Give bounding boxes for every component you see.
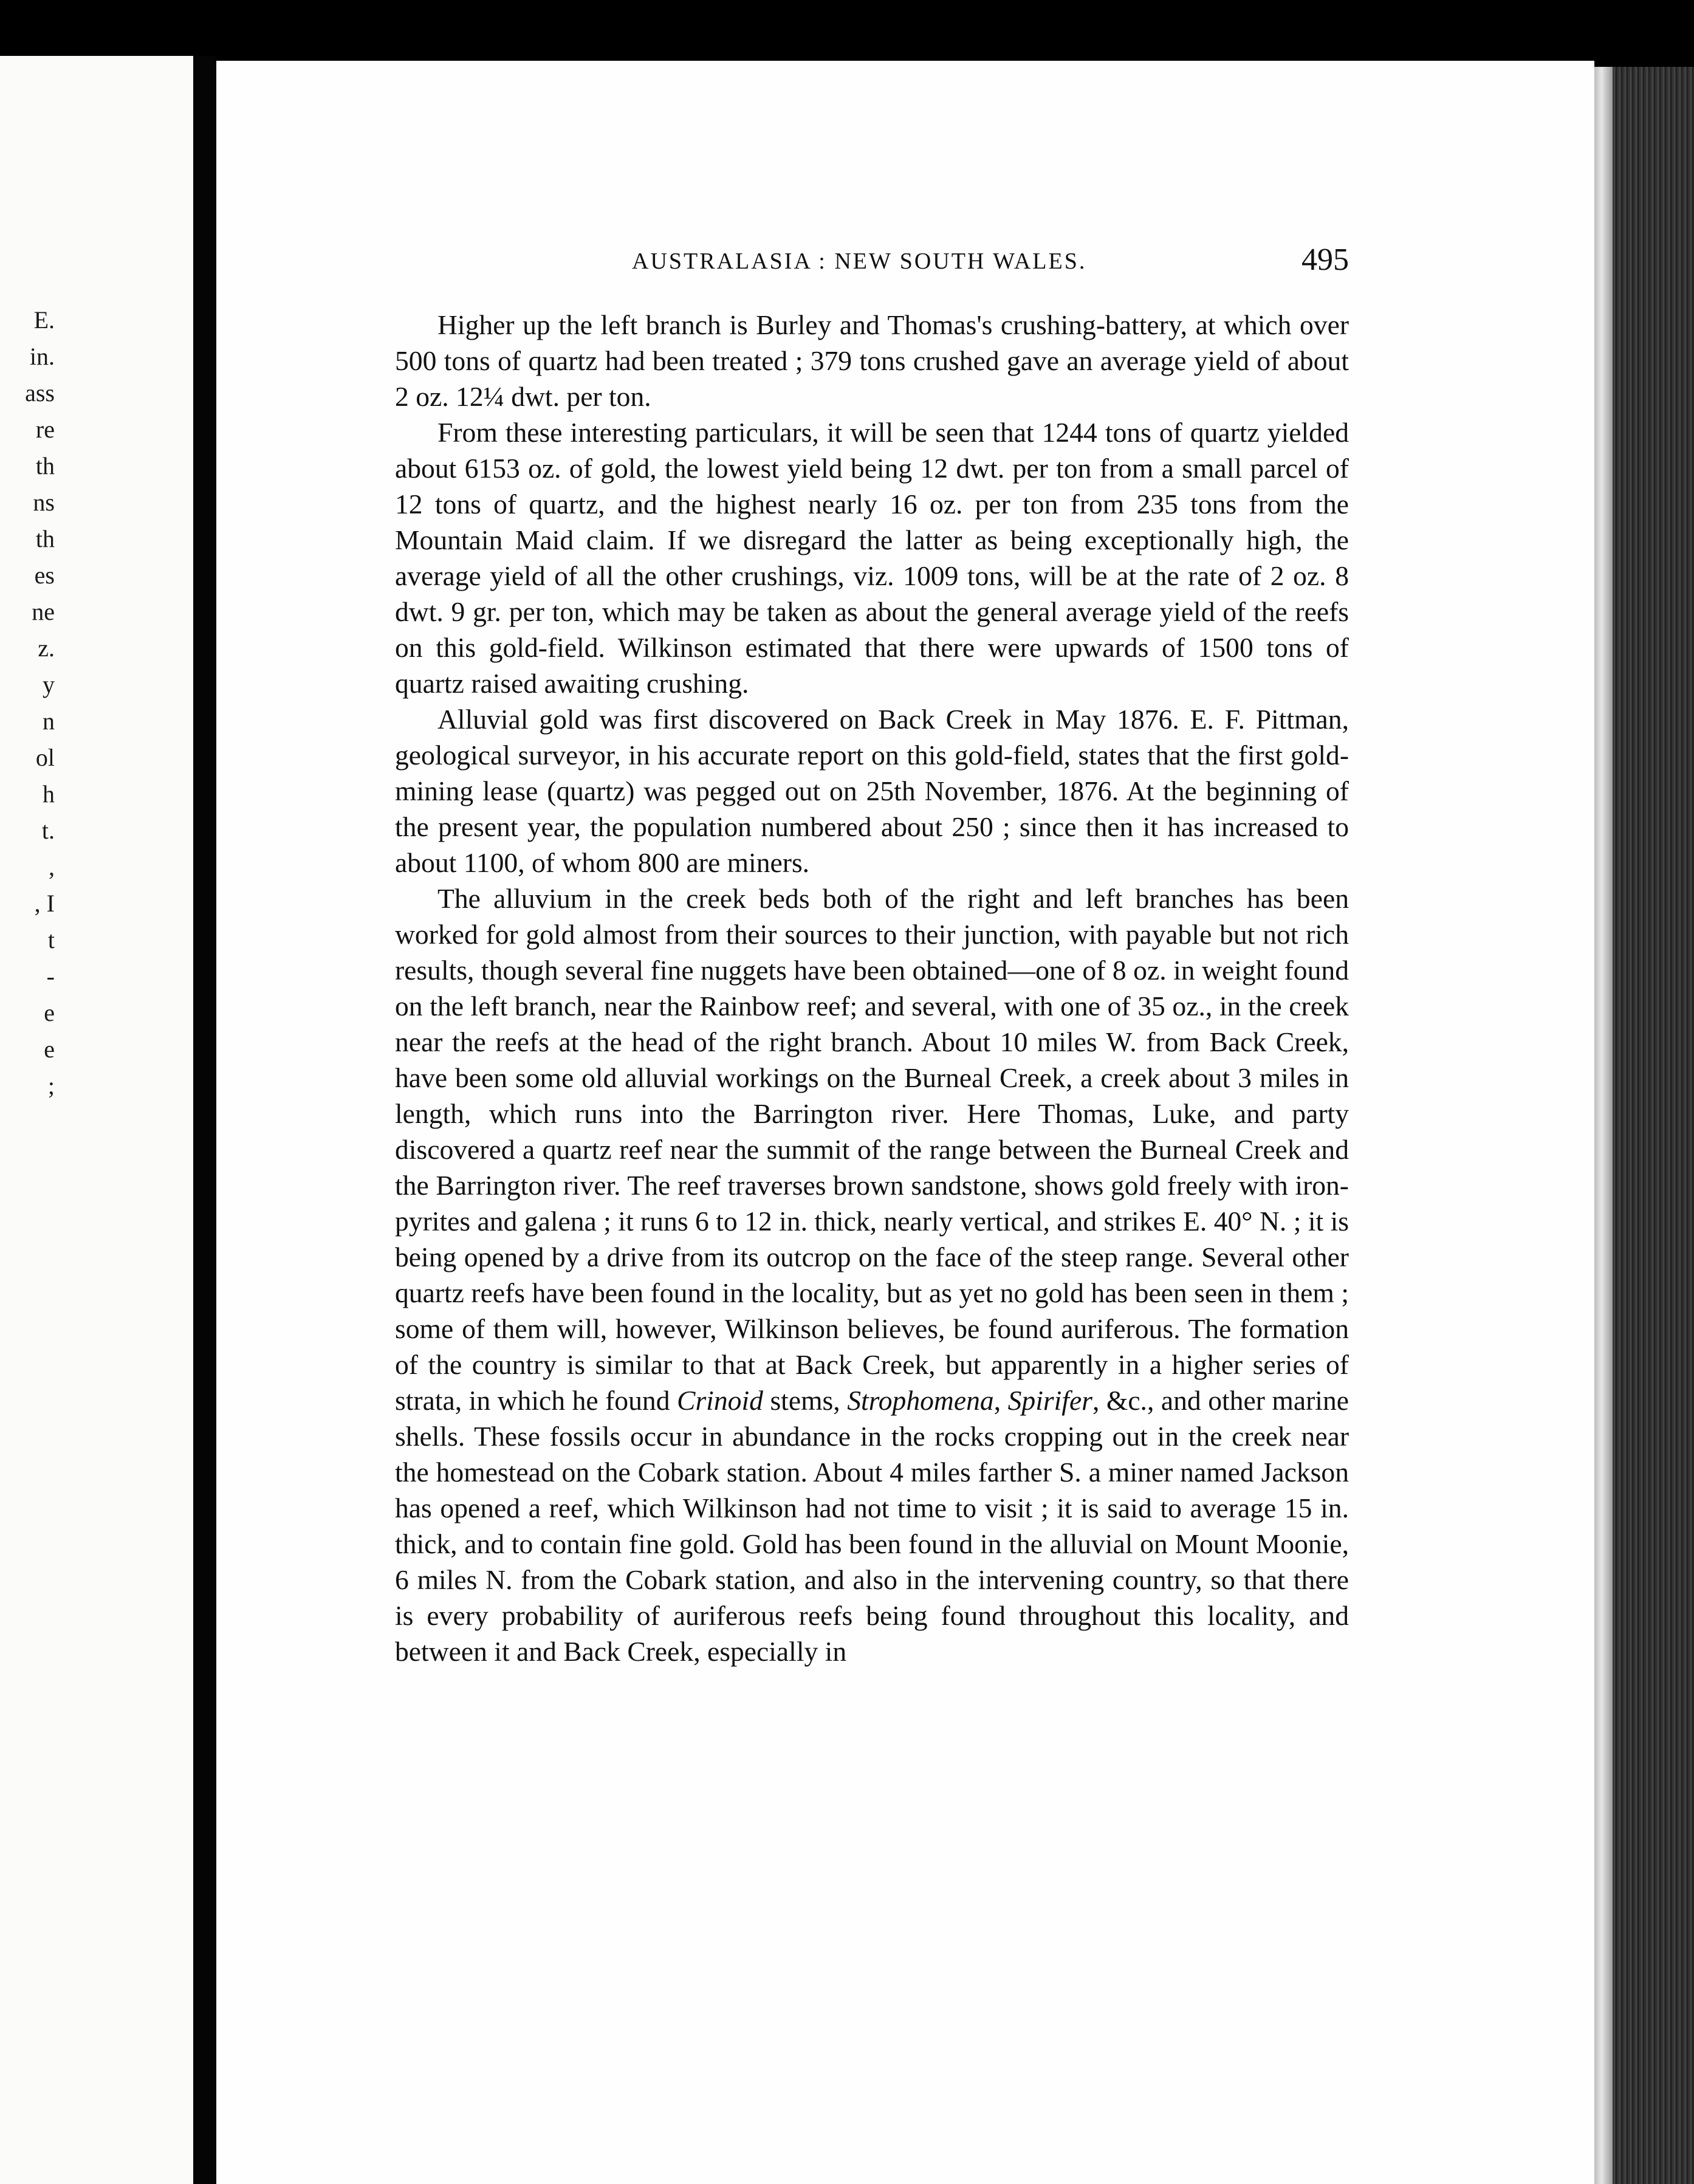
previous-page-line-fragment: y [43,671,55,698]
paragraph [395,307,1349,414]
previous-page-line-fragment: , [49,853,55,881]
previous-page-line-fragment: t [47,926,55,953]
previous-page-line-fragment: th [35,452,55,479]
running-head: AUSTRALASIA : NEW SOUTH WALES. [632,249,1087,274]
previous-page-line-fragment: th [35,525,55,552]
previous-page-line-fragment: z. [38,634,55,662]
body-text [395,307,1349,1669]
book-fore-edge [1613,67,1694,2184]
italic-term: Spirifer [1007,1385,1092,1416]
paragraph [395,414,1349,701]
previous-page-line-fragment: e [44,999,55,1026]
previous-page-line-fragment: n [43,707,55,735]
paragraph [395,701,1349,881]
previous-page-fragment [0,56,193,2184]
previous-page-line-fragment: re [35,416,55,443]
paragraph-text: stems, [763,1385,848,1416]
previous-page-line-fragment: , I [34,890,55,917]
previous-page-line-fragment: ns [33,489,55,516]
book-gutter [193,56,216,2184]
previous-page-line-fragment: es [34,561,55,589]
previous-page-line-fragment: ne [32,598,55,625]
previous-page-line-fragment: E. [33,306,55,334]
paragraph-text: Alluvial gold was first discovered on Back Creek in May 1876. E. F. Pittman, geological surveyor, in his accurate report on this gold-field, states that the first gold-mining lease (quartz) was pegged out on 25th November, 1876. At the beginning of the present year, the population numbered about 250 ; since then it has increased to about 1100, of whom 800 are miners. [395,704,1349,878]
page-edge [1594,67,1613,2184]
previous-page-line-fragment: ass [25,379,55,407]
previous-page-line-fragment: e [44,1035,55,1063]
paragraph-text: Higher up the left branch is Burley and Thomas's crushing-battery, at which over 500 tons of quartz had been treated ; 379 tons crushed gave an average yield of about 2 oz. 12¼ dwt. per ton. [395,309,1349,412]
paragraph-text: The alluvium in the creek beds both of the right and left branches has been worked for gold almost from their sources to their junction, with payable but not rich results, though several fine nuggets have been obtained—one of 8 oz. in weight found on the left branch, near the Rainbow reef; and several, with one of 35 oz., in the creek near the reefs at the head of the right branch. About 10 miles W. from Back Creek, have been some old alluvial workings on the Burneal Creek, a creek about 3 miles in length, which runs into the Barrington river. Here Thomas, Luke, and party discovered a quartz reef near the summit of the range between the Burneal Creek and the Barrington river. The reef traverses brown sandstone, shows gold freely with iron-pyrites and galena ; it runs 6 to 12 in. thick, nearly vertical, and strikes E. 40° N. ; it is being opened by a drive from its outcrop on the face of the steep range. Several other quartz reefs have been found in the locality, but as yet no gold has been seen in them ; some of them will, however, Wilkinson believes, be found auriferous. The formation of the country is similar to that at Back Creek, but apparently in a higher series of strata, in which he found [395,883,1349,1416]
paragraph-text: From these interesting particulars, it will be seen that 1244 tons of quartz yielded about 6153 oz. of gold, the lowest yield being 12 dwt. per ton from a small parcel of 12 tons of quartz, and the highest nearly 16 oz. per ton from 235 tons from the Mountain Maid claim. If we disregard the latter as being exceptionally high, the average yield of all the other crushings, viz. 1009 tons, will be at the rate of 2 oz. 8 dwt. 9 gr. per ton, which may be taken as about the general average yield of the reefs on this gold-field. Wilkinson estimated that there were upwards of 1500 tons of quartz raised awaiting crushing. [395,417,1349,699]
paragraph-text: , [993,1385,1008,1416]
paragraph-text: , &c., and other marine shells. These fossils occur in abundance in the rocks cropping out in the creek near the homestead on the Cobark station. About 4 miles farther S. a miner named Jackson has opened a reef, which Wilkinson had not time to visit ; it is said to average 15 in. thick, and to contain fine gold. Gold has been found in the alluvial on Mount Moonie, 6 miles N. from the Cobark station, and also in the intervening country, so that there is every probability of auriferous reefs being found throughout this locality, and between it and Back Creek, especially in [395,1385,1349,1667]
page-number: 495 [1301,242,1349,277]
paragraph [395,881,1349,1669]
previous-page-line-fragment: t. [41,817,55,844]
previous-page-line-fragment: in. [29,343,55,370]
previous-page-line-fragment: h [43,780,55,808]
previous-page-line-fragment: ol [35,744,55,771]
previous-page-line-endings [0,302,55,1104]
page-header [632,242,1349,290]
previous-page-line-fragment: ; [47,1072,55,1099]
italic-term: Crinoid [677,1385,763,1416]
italic-term: Strophomena [847,1385,994,1416]
previous-page-line-fragment: - [46,963,55,990]
